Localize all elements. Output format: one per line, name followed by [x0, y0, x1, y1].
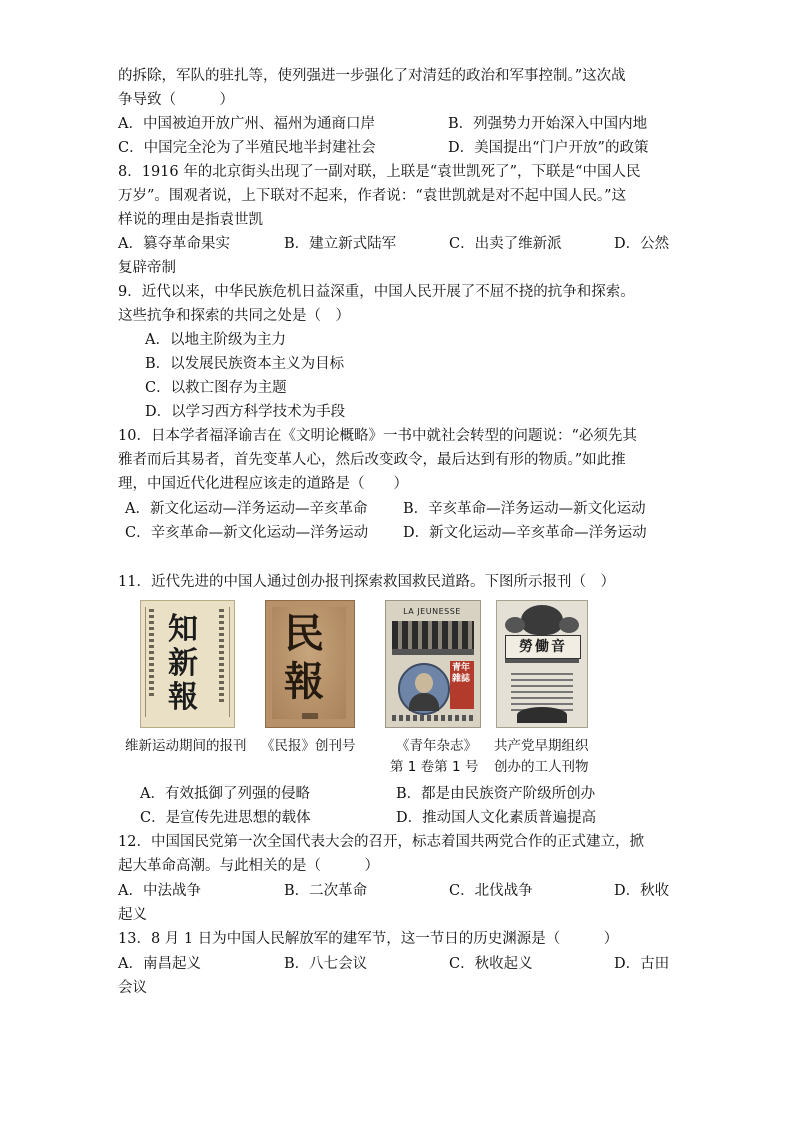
minbao-title-char-2: 報: [284, 658, 324, 705]
qingnian-crowd-illustration: [392, 621, 474, 649]
zhixinbao-title-char-1: 知: [168, 612, 198, 647]
q12-option-a[interactable]: A．中法战争: [118, 883, 201, 899]
q12-stem-line-2: 起大革命高潮。与此相关的是（ ）: [118, 858, 379, 874]
q9-option-a[interactable]: A．以地主阶级为主力: [145, 332, 286, 348]
q10-option-d[interactable]: D．新文化运动—辛亥革命—洋务运动: [403, 525, 647, 541]
caption-qingnian-line-2: 第 1 卷第 1 号: [390, 759, 479, 775]
q10-stem-line-1: 10．日本学者福泽谕吉在《文明论概略》一书中就社会转型的问题说：“必须先其: [118, 428, 637, 444]
zhixinbao-title-char-2: 新: [168, 646, 198, 681]
caption-zhixinbao: 维新运动期间的报刊: [125, 738, 247, 754]
q10-option-c[interactable]: C．辛亥革命—新文化运动—洋务运动: [125, 525, 369, 541]
q10-option-a[interactable]: A．新文化运动—洋务运动—辛亥革命: [125, 501, 368, 517]
q11-option-b[interactable]: B．都是由民族资产阶级所创办: [396, 786, 596, 802]
q13-option-b[interactable]: B．八七会议: [284, 956, 368, 972]
q12-stem-line-1: 12．中国国民党第一次全国代表大会的召开，标志着国共两党合作的正式建立，掀: [118, 834, 644, 850]
q12-option-d-continued: 起义: [118, 907, 147, 923]
minbao-cover-image: [265, 600, 355, 728]
q11-option-c[interactable]: C．是宣传先进思想的载体: [140, 810, 311, 826]
q8-stem-line-2: 万岁”。围观者说，上下联对不起来，作者说：“袁世凯就是对不起中国人民。”这: [118, 188, 626, 204]
q8-option-b[interactable]: B．建立新式陆军: [284, 236, 397, 252]
qingnian-title: 青年雜誌: [452, 663, 471, 684]
caption-laodong-line-2: 创办的工人刊物: [494, 759, 589, 775]
zhixinbao-title-char-3: 報: [168, 680, 198, 715]
q7-option-c[interactable]: C．中国完全沦为了半殖民地半封建社会: [118, 140, 376, 156]
q9-option-c[interactable]: C．以救亡图存为主题: [145, 380, 287, 396]
q10-stem-line-3: 理，中国近代化进程应该走的道路是（ ）: [118, 476, 408, 492]
q7-stem-line-1: 的拆除，军队的驻扎等，使列强进一步强化了对清廷的政治和军事控制。”这次战: [118, 68, 626, 84]
q9-stem-line-1: 9．近代以来，中华民族危机日益深重，中国人民开展了不屈不挠的抗争和探索。: [118, 284, 635, 300]
q11-option-d[interactable]: D．推动国人文化素质普遍提高: [396, 810, 597, 826]
q9-stem-line-2: 这些抗争和探索的共同之处是（ ）: [118, 308, 350, 324]
q12-option-c[interactable]: C．北伐战争: [449, 883, 533, 899]
laodongyin-cover-image: [496, 600, 588, 728]
q10-stem-line-2: 雅者而后其易者，首先变革人心，然后改变政令，最后达到有形的物质。”如此推: [118, 452, 626, 468]
laodongyin-title: 勞働音: [505, 635, 581, 659]
q9-option-b[interactable]: B．以发展民族资本主义为目标: [145, 356, 345, 372]
q12-option-b[interactable]: B．二次革命: [284, 883, 368, 899]
q7-stem-line-2: 争导致（ ）: [118, 92, 234, 108]
q11-stem-line-1: 11．近代先进的中国人通过创办报刊探索救国救民道路。下图所示报刊（ ）: [118, 574, 615, 590]
q8-stem-line-3: 样说的理由是指袁世凯: [118, 212, 263, 228]
q13-option-a[interactable]: A．南昌起义: [118, 956, 201, 972]
caption-qingnian-line-1: 《青年杂志》: [396, 738, 477, 754]
q7-option-a[interactable]: A．中国被迫开放广州、福州为通商口岸: [118, 116, 375, 132]
q11-option-a[interactable]: A．有效抵御了列强的侵略: [140, 786, 310, 802]
caption-minbao: 《民报》创刊号: [261, 738, 356, 754]
minbao-title-char-1: 民: [284, 610, 324, 657]
caption-laodong-line-1: 共产党早期组织: [494, 738, 589, 754]
smoke-illustration: [521, 605, 563, 635]
q8-stem-line-1: 8．1916 年的北京街头出现了一副对联，上联是“袁世凯死了”，下联是“中国人民: [118, 164, 641, 180]
qingnian-banner-text: LA JEUNESSE: [403, 607, 461, 616]
q7-option-b[interactable]: B．列强势力开始深入中国内地: [448, 116, 648, 132]
q13-stem-line-1: 13．8 月 1 日为中国人民解放军的建军节，这一节日的历史渊源是（ ）: [118, 931, 619, 947]
zhixinbao-cover-image: [140, 600, 235, 728]
q9-option-d[interactable]: D．以学习西方科学技术为手段: [145, 404, 346, 420]
q8-option-d[interactable]: D．公然: [614, 236, 670, 252]
q12-option-d[interactable]: D．秋收: [614, 883, 670, 899]
q13-option-c[interactable]: C．秋收起义: [449, 956, 533, 972]
q8-option-a[interactable]: A．篡夺革命果实: [118, 236, 230, 252]
q10-option-b[interactable]: B．辛亥革命—洋务运动—新文化运动: [403, 501, 646, 517]
q13-option-d-continued: 会议: [118, 980, 147, 996]
q8-option-d-continued: 复辟帝制: [118, 260, 176, 276]
q7-option-d[interactable]: D．美国提出“门户开放”的政策: [448, 140, 649, 156]
q8-option-c[interactable]: C．出卖了维新派: [449, 236, 562, 252]
q13-option-d[interactable]: D．古田: [614, 956, 670, 972]
portrait-icon: [398, 663, 450, 715]
qingnian-zazhi-cover-image: [385, 600, 481, 728]
